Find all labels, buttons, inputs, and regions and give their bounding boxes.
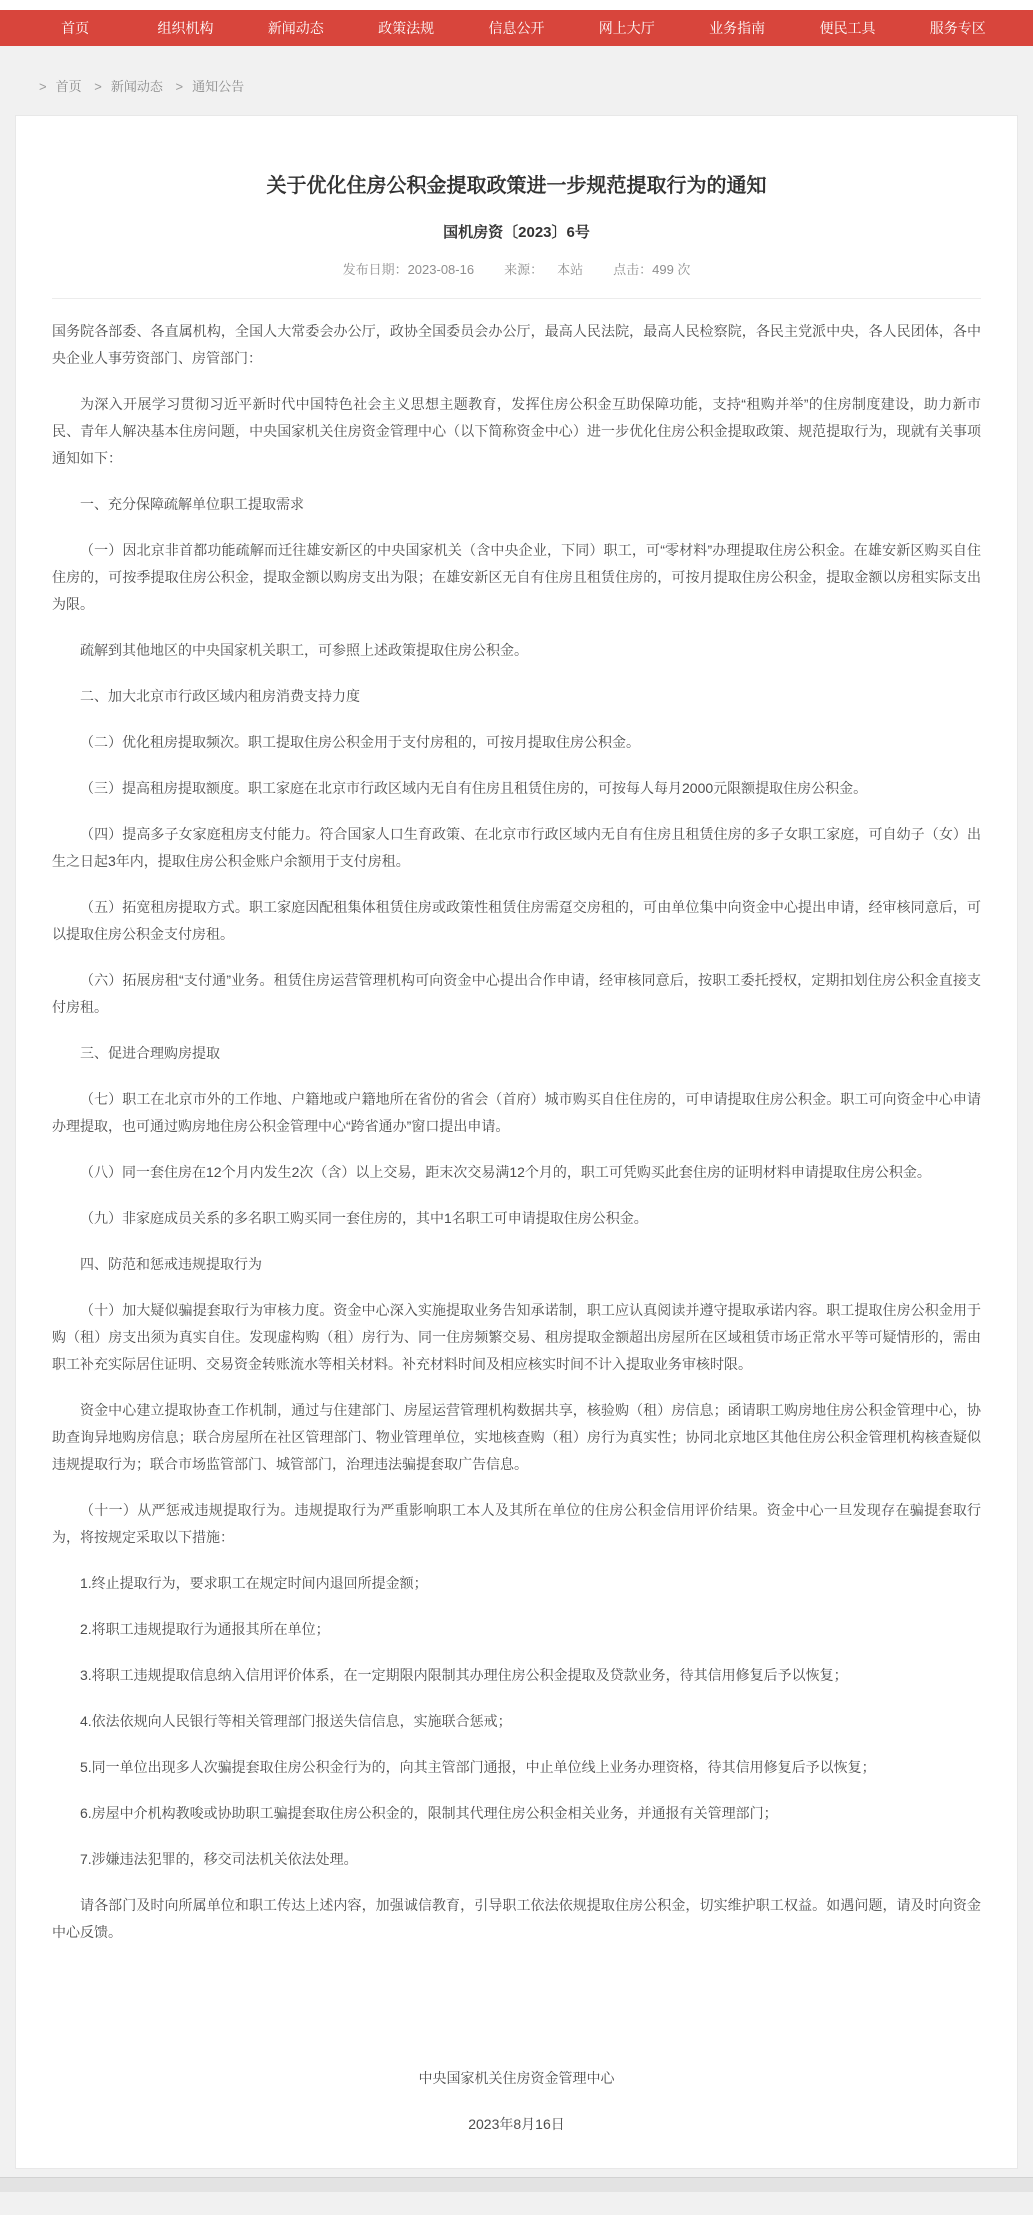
- article-paragraph: 国务院各部委、各直属机构，全国人大常委会办公厅，政协全国委员会办公厅，最高人民法院，最高人民检察院，各民主党派中央，各人民团体，各中央企业人事劳资部门、房管部门：: [52, 323, 981, 367]
- breadcrumb-link[interactable]: 新闻动态: [110, 79, 163, 94]
- nav-item[interactable]: 信息公开: [488, 20, 545, 36]
- article-paragraph: 2.将职工违规提取行为通报其所在单位；: [80, 1621, 330, 1638]
- nav-item[interactable]: 业务指南: [709, 20, 766, 36]
- header-strip: [0, 0, 1033, 10]
- article-body: [52, 318, 981, 1946]
- article-paragraph: 三、促进合理购房提取: [80, 1045, 220, 1062]
- meta-field: [343, 259, 475, 278]
- breadcrumb-item: [166, 79, 244, 94]
- signature-block: [52, 2068, 981, 2134]
- breadcrumb-item: [30, 79, 82, 94]
- meta-label: 来源：: [504, 262, 544, 278]
- nav-item[interactable]: 组织机构: [157, 20, 214, 36]
- breadcrumb-link[interactable]: 首页: [55, 79, 82, 94]
- meta-field: [504, 259, 583, 278]
- article-paragraph: （八）同一套住房在12个月内发生2次（含）以上交易，距末次交易满12个月的，职工可凭购买此套住房的证明材料申请提取住房公积金。: [80, 1164, 931, 1181]
- article-paragraph: 6.房屋中介机构教唆或协助职工骗提套取住房公积金的，限制其代理住房公积金相关业务，并通报有关管理部门；: [80, 1805, 778, 1822]
- article-paragraph: （十一）从严惩戒违规提取行为。违规提取行为严重影响职工本人及其所在单位的住房公积金信用评价结果。资金中心一旦发现存在骗提套取行为，将按规定采取以下措施：: [52, 1502, 981, 1546]
- article-card: [15, 115, 1018, 2169]
- article-paragraph: （一）因北京非首都功能疏解而迁往雄安新区的中央国家机关（含中央企业，下同）职工，可“零材料”办理提取住房公积金。在雄安新区购买自住住房的，可按季提取住房公积金，提取金额以购房支出为限；在雄安新区无自有住房且租赁住房的，可按月提取住房公积金，提取金额以房租实际支出为限。: [52, 542, 981, 613]
- nav-item[interactable]: 政策法规: [378, 20, 435, 36]
- article-paragraph: 5.同一单位出现多人次骗提套取住房公积金行为的，向其主管部门通报，中止单位线上业务办理资格，待其信用修复后予以恢复；: [80, 1759, 876, 1776]
- article-paragraph: 为深入开展学习贯彻习近平新时代中国特色社会主义思想主题教育，发挥住房公积金互助保障功能，支持“租购并举”的住房制度建设，助力新市民、青年人解决基本住房问题，中央国家机关住房资金管理中心（以下简称资金中心）进一步优化住房公积金提取政策、规范提取行为，现就有关事项通知如下：: [52, 396, 981, 467]
- page-footer: [0, 2177, 1033, 2192]
- meta-field: [613, 259, 690, 278]
- article-paragraph: （十）加大疑似骗提套取行为审核力度。资金中心深入实施提取业务告知承诺制，职工应认真阅读并遵守提取承诺内容。职工提取住房公积金用于购（租）房支出须为真实自住。发现虚构购（租）房行为、同一住房频繁交易、租房提取金额超出房屋所在区域租赁市场正常水平等可疑情形的，需由职工补充实际居住证明、交易资金转账流水等相关材料。补充材料时间及相应核实时间不计入提取业务审核时限。: [52, 1302, 981, 1373]
- article-paragraph: 请各部门及时向所属单位和职工传达上述内容，加强诚信教育，引导职工依法依规提取住房公积金，切实维护职工权益。如遇问题，请及时向资金中心反馈。: [52, 1897, 981, 1941]
- nav-item[interactable]: 新闻动态: [267, 20, 324, 36]
- article-paragraph: 资金中心建立提取协查工作机制，通过与住建部门、房屋运营管理机构数据共享，核验购（租）房信息；函请职工购房地住房公积金管理中心，协助查询异地购房信息；联合房屋所在社区管理部门、物业管理单位，实地核查购（租）房行为真实性；协同北京地区其他住房公积金管理机构核查疑似违规提取行为；联合市场监管部门、城管部门，治理违法骗提套取广告信息。: [52, 1402, 981, 1473]
- breadcrumb-separator: >: [94, 79, 102, 94]
- breadcrumb-link[interactable]: 通知公告: [192, 79, 245, 94]
- breadcrumb-separator: >: [175, 79, 184, 94]
- main-nav: [0, 10, 1033, 46]
- article-paragraph: （五）拓宽租房提取方式。职工家庭因配租集体租赁住房或政策性租赁住房需趸交房租的，可由单位集中向资金中心提出申请，经审核同意后，可以提取住房公积金支付房租。: [52, 899, 981, 943]
- nav-item[interactable]: 网上大厅: [598, 20, 655, 36]
- article-paragraph: （七）职工在北京市外的工作地、户籍地或户籍地所在省份的省会（首府）城市购买自住住房的，可申请提取住房公积金。职工可向资金中心申请办理提取，也可通过购房地住房公积金管理中心“跨省通办”窗口提出申请。: [52, 1091, 981, 1135]
- article-paragraph: （三）提高租房提取额度。职工家庭在北京市行政区域内无自有住房且租赁住房的，可按每人每月2000元限额提取住房公积金。: [80, 780, 868, 797]
- nav-item[interactable]: 服务专区: [929, 20, 986, 36]
- article-paragraph: （四）提高多子女家庭租房支付能力。符合国家人口生育政策、在北京市行政区域内无自有住房且租赁住房的多子女职工家庭，可自幼子（女）出生之日起3年内，提取住房公积金账户余额用于支付房租。: [52, 826, 981, 870]
- signature-org: 中央国家机关住房资金管理中心: [418, 2070, 615, 2087]
- nav-item[interactable]: 首页: [61, 20, 90, 36]
- article-paragraph: 3.将职工违规提取信息纳入信用评价体系，在一定期限内限制其办理住房公积金提取及贷款业务，待其信用修复后予以恢复；: [80, 1667, 848, 1684]
- breadcrumb: [0, 46, 1033, 115]
- breadcrumb-separator: >: [39, 79, 47, 94]
- meta-value: 2023-08-16: [407, 262, 475, 278]
- article-paragraph: （六）拓展房租“支付通”业务。租赁住房运营管理机构可向资金中心提出合作申请，经审核同意后，按职工委托授权，定期扣划住房公积金直接支付房租。: [52, 972, 981, 1016]
- meta-value: 本站: [557, 262, 584, 278]
- meta-label: 点击：: [613, 262, 653, 278]
- nav-item[interactable]: 便民工具: [819, 20, 876, 36]
- meta-label: 发布日期：: [342, 262, 408, 278]
- breadcrumb-item: [85, 79, 163, 94]
- article-paragraph: （九）非家庭成员关系的多名职工购买同一套住房的，其中1名职工可申请提取住房公积金。: [80, 1210, 648, 1227]
- article-meta: [52, 259, 981, 299]
- article-paragraph: 疏解到其他地区的中央国家机关职工，可参照上述政策提取住房公积金。: [80, 642, 528, 659]
- meta-value: 499 次: [652, 262, 691, 278]
- article-paragraph: 一、充分保障疏解单位职工提取需求: [80, 496, 304, 513]
- article-paragraph: 四、防范和惩戒违规提取行为: [80, 1256, 262, 1273]
- article-paragraph: 1.终止提取行为，要求职工在规定时间内退回所提金额；: [80, 1575, 428, 1592]
- article-paragraph: 二、加大北京市行政区域内租房消费支持力度: [80, 688, 360, 705]
- signature-date: 2023年8月16日: [468, 2116, 565, 2133]
- article-title: 关于优化住房公积金提取政策进一步规范提取行为的通知: [266, 175, 767, 198]
- article-paragraph: 7.涉嫌违法犯罪的，移交司法机关依法处理。: [80, 1851, 358, 1868]
- article-paragraph: （二）优化租房提取频次。职工提取住房公积金用于支付房租的，可按月提取住房公积金。: [80, 734, 640, 751]
- article-paragraph: 4.依法依规向人民银行等相关管理部门报送失信信息，实施联合惩戒；: [80, 1713, 512, 1730]
- document-number: 国机房资〔2023〕6号: [443, 224, 590, 242]
